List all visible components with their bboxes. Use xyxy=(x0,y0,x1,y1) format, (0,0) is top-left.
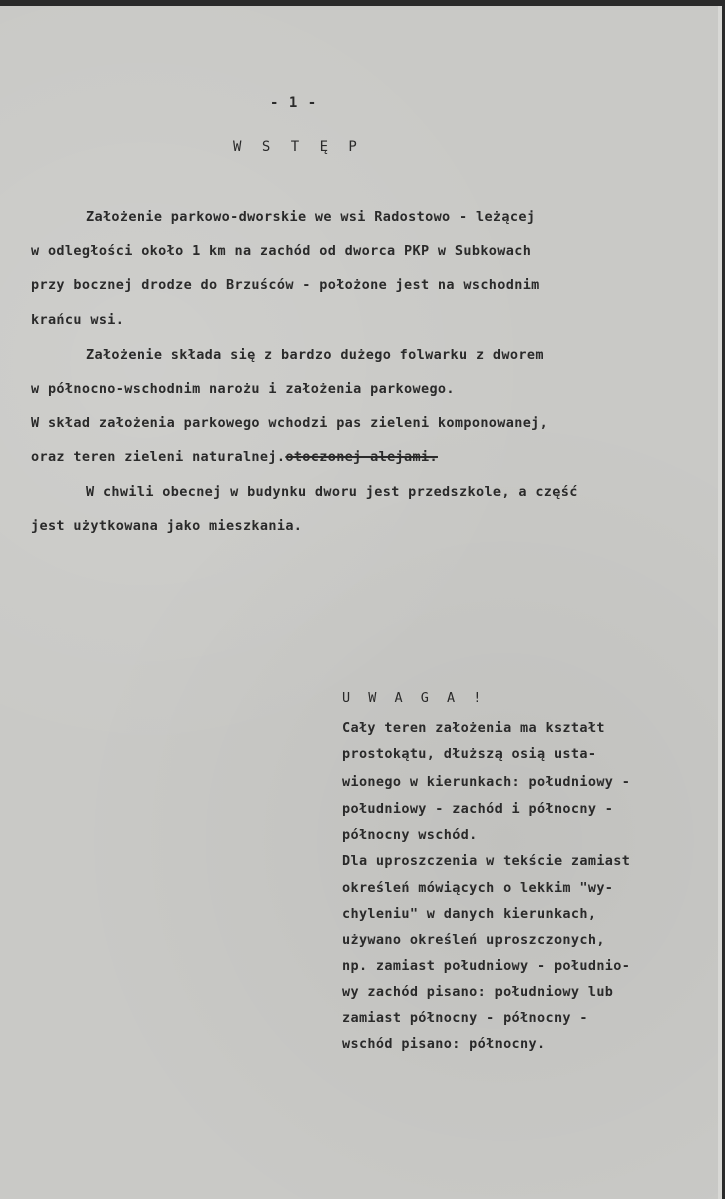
body-text: oraz teren zieleni naturalnej. xyxy=(31,449,286,465)
note-line: południowy - zachód i północny - xyxy=(342,801,614,817)
note-line: zamiast północny - północny - xyxy=(342,1010,588,1026)
page-edge xyxy=(718,6,722,1199)
body-line: jest użytkowana jako mieszkania. xyxy=(31,518,303,534)
note-line: wy zachód pisano: południowy lub xyxy=(342,984,614,1000)
struck-text: otoczonej alejami. xyxy=(285,449,438,465)
body-line: w północno-wschodnim narożu i założenia parkowego. xyxy=(31,381,455,397)
note-line: chyleniu" w danych kierunkach, xyxy=(342,906,597,922)
note-line: np. zamiast południowy - południo- xyxy=(342,958,631,974)
body-line: W skład założenia parkowego wchodzi pas zieleni komponowanej, xyxy=(31,415,549,431)
note-line: wionego w kierunkach: południowy - xyxy=(342,774,631,790)
section-title: W S T Ę P xyxy=(233,139,363,155)
body-line: krańcu wsi. xyxy=(31,312,125,328)
note-line: używano określeń uproszczonych, xyxy=(342,932,605,948)
body-line: Założenie parkowo-dworskie we wsi Radostowo - leżącej xyxy=(86,209,536,225)
note-title: U W A G A ! xyxy=(342,690,487,706)
body-line: przy bocznej drodze do Brzuśców - położone jest na wschodnim xyxy=(31,277,540,293)
body-line xyxy=(31,449,438,465)
note-line: północny wschód. xyxy=(342,827,478,843)
body-line: w odległości około 1 km na zachód od dworca PKP w Subkowach xyxy=(31,243,532,259)
body-line: W chwili obecnej w budynku dworu jest przedszkole, a część xyxy=(86,484,578,500)
document-page xyxy=(0,6,722,1199)
body-line: Założenie składa się z bardzo dużego folwarku z dworem xyxy=(86,347,544,363)
note-line: Dla uproszczenia w tekście zamiast xyxy=(342,853,631,869)
note-line: wschód pisano: północny. xyxy=(342,1036,546,1052)
note-line: prostokątu, dłuższą osią usta- xyxy=(342,746,597,762)
note-line: określeń mówiących o lekkim "wy- xyxy=(342,880,614,896)
page-number: - 1 - xyxy=(270,95,318,111)
note-line: Cały teren założenia ma kształt xyxy=(342,720,605,736)
